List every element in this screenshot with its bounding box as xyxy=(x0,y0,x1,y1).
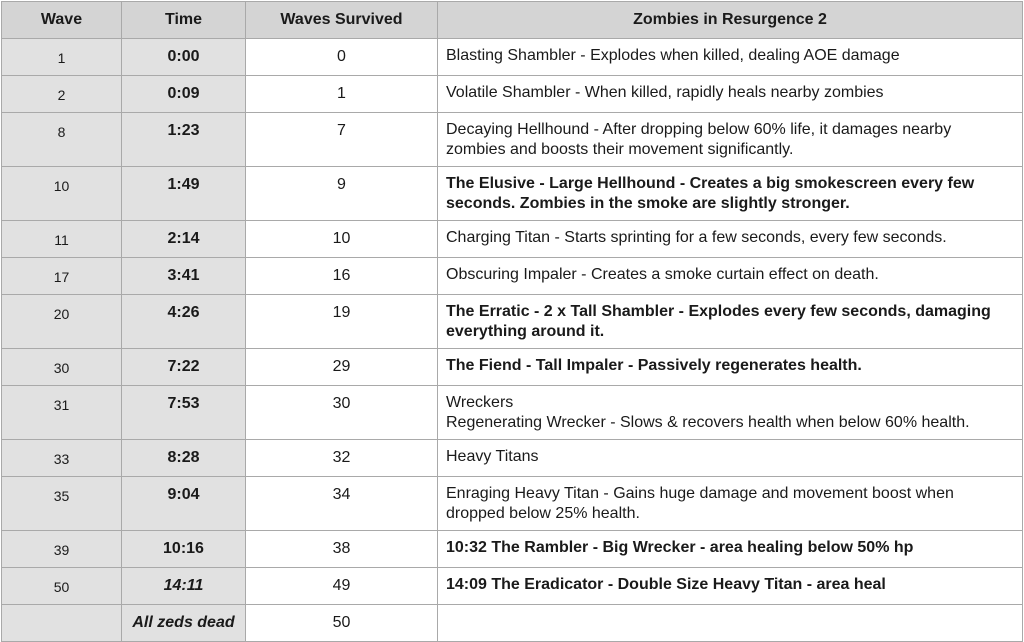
cell-waves-survived: 50 xyxy=(246,605,438,642)
cell-time: 7:22 xyxy=(122,349,246,386)
cell-wave: 2 xyxy=(2,76,122,113)
cell-wave: 39 xyxy=(2,531,122,568)
table-row xyxy=(2,568,1023,605)
cell-time: 0:09 xyxy=(122,76,246,113)
cell-time: 3:41 xyxy=(122,258,246,295)
cell-zombies xyxy=(438,605,1023,642)
table-row xyxy=(2,440,1023,477)
cell-waves-survived: 30 xyxy=(246,386,438,440)
cell-time: 8:28 xyxy=(122,440,246,477)
cell-wave: 50 xyxy=(2,568,122,605)
cell-zombies: Charging Titan - Starts sprinting for a few seconds, every few seconds. xyxy=(438,221,1023,258)
header-time: Time xyxy=(122,2,246,39)
cell-zombies: The Erratic - 2 x Tall Shambler - Explodes every few seconds, damaging everything around it. xyxy=(438,295,1023,349)
cell-waves-survived: 7 xyxy=(246,113,438,167)
cell-wave: 1 xyxy=(2,39,122,76)
header-row xyxy=(2,2,1023,39)
cell-waves-survived: 49 xyxy=(246,568,438,605)
header-zombies: Zombies in Resurgence 2 xyxy=(438,2,1023,39)
cell-time: 0:00 xyxy=(122,39,246,76)
cell-time: 9:04 xyxy=(122,477,246,531)
cell-wave: 33 xyxy=(2,440,122,477)
cell-time: All zeds dead xyxy=(122,605,246,642)
cell-waves-survived: 10 xyxy=(246,221,438,258)
cell-wave: 10 xyxy=(2,167,122,221)
cell-waves-survived: 34 xyxy=(246,477,438,531)
table-row xyxy=(2,113,1023,167)
cell-time: 14:11 xyxy=(122,568,246,605)
table-row xyxy=(2,167,1023,221)
table-row xyxy=(2,221,1023,258)
cell-waves-survived: 19 xyxy=(246,295,438,349)
table-row xyxy=(2,477,1023,531)
cell-zombies: The Elusive - Large Hellhound - Creates a big smokescreen every few seconds. Zombies in the smoke are slightly stronger. xyxy=(438,167,1023,221)
table-row xyxy=(2,258,1023,295)
cell-waves-survived: 32 xyxy=(246,440,438,477)
cell-zombies: Volatile Shambler - When killed, rapidly heals nearby zombies xyxy=(438,76,1023,113)
table-row xyxy=(2,295,1023,349)
table-row xyxy=(2,386,1023,440)
cell-wave: 11 xyxy=(2,221,122,258)
cell-wave: 17 xyxy=(2,258,122,295)
cell-waves-survived: 38 xyxy=(246,531,438,568)
zombies-description: Regenerating Wrecker - Slows & recovers health when below 60% health. xyxy=(446,414,970,431)
cell-zombies: Decaying Hellhound - After dropping below 60% life, it damages nearby zombies and boosts their movement significantly. xyxy=(438,113,1023,167)
cell-zombies: Enraging Heavy Titan - Gains huge damage and movement boost when dropped below 25% health. xyxy=(438,477,1023,531)
cell-wave: 30 xyxy=(2,349,122,386)
cell-waves-survived: 9 xyxy=(246,167,438,221)
zombies-group-label: Wreckers xyxy=(446,394,514,411)
cell-time: 1:49 xyxy=(122,167,246,221)
zombie-wave-table-container xyxy=(1,1,1023,642)
zombie-wave-table xyxy=(1,1,1023,642)
cell-time: 1:23 xyxy=(122,113,246,167)
cell-time: 2:14 xyxy=(122,221,246,258)
table-row xyxy=(2,349,1023,386)
cell-wave xyxy=(2,605,122,642)
cell-waves-survived: 0 xyxy=(246,39,438,76)
cell-wave: 20 xyxy=(2,295,122,349)
cell-waves-survived: 16 xyxy=(246,258,438,295)
table-row xyxy=(2,605,1023,642)
cell-zombies: Heavy Titans xyxy=(438,440,1023,477)
table-row xyxy=(2,39,1023,76)
cell-time: 7:53 xyxy=(122,386,246,440)
cell-zombies: 14:09 The Eradicator - Double Size Heavy Titan - area heal xyxy=(438,568,1023,605)
cell-wave: 31 xyxy=(2,386,122,440)
cell-zombies: The Fiend - Tall Impaler - Passively regenerates health. xyxy=(438,349,1023,386)
header-wave: Wave xyxy=(2,2,122,39)
cell-wave: 8 xyxy=(2,113,122,167)
cell-zombies xyxy=(438,386,1023,440)
table-row xyxy=(2,76,1023,113)
cell-wave: 35 xyxy=(2,477,122,531)
cell-waves-survived: 29 xyxy=(246,349,438,386)
header-waves-survived: Waves Survived xyxy=(246,2,438,39)
cell-waves-survived: 1 xyxy=(246,76,438,113)
cell-time: 4:26 xyxy=(122,295,246,349)
cell-zombies: 10:32 The Rambler - Big Wrecker - area healing below 50% hp xyxy=(438,531,1023,568)
cell-time: 10:16 xyxy=(122,531,246,568)
table-row xyxy=(2,531,1023,568)
cell-zombies: Blasting Shambler - Explodes when killed, dealing AOE damage xyxy=(438,39,1023,76)
cell-zombies: Obscuring Impaler - Creates a smoke curtain effect on death. xyxy=(438,258,1023,295)
